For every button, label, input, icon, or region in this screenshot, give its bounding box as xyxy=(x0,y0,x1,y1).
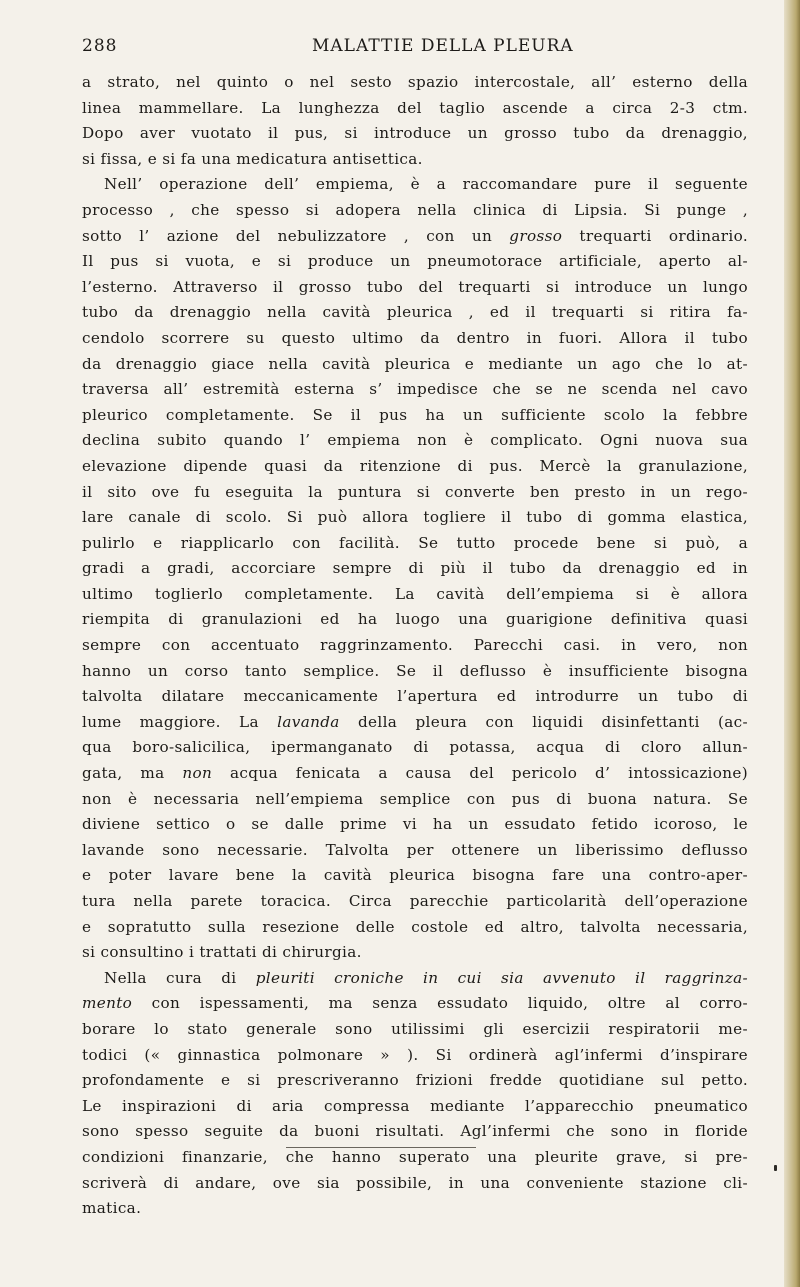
text-line xyxy=(82,454,748,480)
text-segment: l’esterno. Attraverso il grosso tubo del trequarti si introduce un lungo xyxy=(82,277,748,296)
text-segment: acqua fenicata a causa del pericolo d’ intossicazione) xyxy=(212,764,748,783)
italic-text: pleuriti croniche in cui sia avvenuto il raggrinza- xyxy=(255,968,748,987)
text-line xyxy=(82,838,748,864)
text-segment: trequarti ordinario. xyxy=(562,226,748,245)
text-segment: Le inspirazioni di aria compressa mediante l’apparecchio pneumatico xyxy=(82,1096,748,1115)
text-segment: gradi a gradi, accorciare sempre di più il tubo da drenaggio ed in xyxy=(82,559,748,578)
text-segment: Nella cura di xyxy=(104,968,256,987)
text-segment: sotto l’ azione del nebulizzatore , con un xyxy=(82,226,510,245)
text-segment: sono spesso seguite da buoni risultati. Agl’infermi che sono in floride xyxy=(82,1122,748,1141)
text-line xyxy=(82,352,748,378)
text-line xyxy=(82,172,748,198)
text-segment: processo , che spesso si adopera nella clinica di Lipsia. Si punge , xyxy=(82,200,748,219)
text-segment: lavande sono necessarie. Talvolta per ottenere un liberissimo deflusso xyxy=(82,840,748,859)
page-number: 288 xyxy=(82,36,118,56)
text-segment: tura nella parete toracica. Circa parecchie particolarità dell’operazione xyxy=(82,892,748,910)
text-line xyxy=(82,787,748,813)
ink-speck xyxy=(774,1165,777,1171)
text-line xyxy=(82,147,748,173)
text-segment: scriverà di andare, ove sia possibile, in una conveniente stazione cli- xyxy=(82,1173,748,1192)
text-segment: con ispessamenti, ma senza essudato liquido, oltre al corro- xyxy=(132,994,748,1013)
text-line xyxy=(82,761,748,787)
text-line xyxy=(82,70,748,96)
text-line xyxy=(82,300,748,326)
text-line xyxy=(82,1171,748,1197)
text-line xyxy=(82,659,748,685)
text-line xyxy=(82,991,748,1017)
text-segment: a strato, nel quinto o nel sesto spazio intercostale, all’ esterno della xyxy=(82,73,748,91)
text-segment: sempre con accentuato raggrinzamento. Parecchi casi. in vero, non xyxy=(82,636,748,655)
text-line xyxy=(82,889,748,915)
text-segment: pulirlo e riapplicarlo con facilità. Se tutto procede bene si può, a xyxy=(82,533,748,552)
text-segment: si fissa, e si fa una medicatura antisettica. xyxy=(82,149,423,168)
text-segment: della pleura con liquidi disinfettanti (ac- xyxy=(339,712,748,731)
text-segment: e sopratutto sulla resezione delle costole ed altro, talvolta necessaria, xyxy=(82,917,748,936)
text-line xyxy=(82,915,748,941)
text-line xyxy=(82,198,748,224)
text-line xyxy=(82,684,748,710)
text-line xyxy=(82,326,748,352)
italic-text: non xyxy=(182,764,213,783)
text-segment: lare canale di scolo. Si può allora togliere il tubo di gomma elastica, xyxy=(82,508,748,527)
text-line xyxy=(82,735,748,761)
running-title: MALATTIE DELLA PLEURA xyxy=(312,36,574,56)
text-line xyxy=(82,428,748,454)
text-line xyxy=(82,1145,748,1171)
text-line xyxy=(82,403,748,429)
separator-rule xyxy=(286,1147,476,1148)
text-line xyxy=(82,966,748,992)
text-segment: da drenaggio giace nella cavità pleurica e mediante un ago che lo at- xyxy=(82,354,748,373)
text-segment: cendolo scorrere su questo ultimo da dentro in fuori. Allora il tubo xyxy=(82,328,748,347)
text-line xyxy=(82,377,748,403)
text-segment: hanno un corso tanto semplice. Se il deflusso è insufficiente bisogna xyxy=(82,661,748,680)
text-segment: diviene settico o se dalle prime vi ha un essudato fetido icoroso, le xyxy=(82,815,748,834)
text-line xyxy=(82,1119,748,1145)
text-segment: todici (« ginnastica polmonare » ). Si ordinerà agl’infermi d’inspirare xyxy=(82,1045,748,1064)
text-segment: Dopo aver vuotato il pus, si introduce un grosso tubo da drenaggio, xyxy=(82,124,748,143)
text-line xyxy=(82,556,748,582)
text-line xyxy=(82,1043,748,1069)
text-segment: qua boro-salicilica, ipermanganato di potassa, acqua di cloro allun- xyxy=(82,738,748,757)
text-line xyxy=(82,607,748,633)
italic-text: grosso xyxy=(509,226,563,245)
text-segment: lume maggiore. La xyxy=(82,712,278,731)
text-line xyxy=(82,275,748,301)
page-header xyxy=(82,36,742,64)
text-segment: il sito ove fu eseguita la puntura si converte ben presto in un rego- xyxy=(82,482,748,501)
text-segment: Nell’ operazione dell’ empiema, è a raccomandare pure il seguente xyxy=(104,175,748,194)
text-segment: linea mammellare. La lunghezza del taglio ascende a circa 2-3 ctm. xyxy=(82,98,748,117)
text-segment: e poter lavare bene la cavità pleurica bisogna fare una contro-aper- xyxy=(82,866,748,885)
text-line xyxy=(82,633,748,659)
italic-text: lavanda xyxy=(277,712,340,731)
text-segment: elevazione dipende quasi da ritenzione di pus. Mercè la granulazione, xyxy=(82,456,748,475)
text-segment: ultimo toglierlo completamente. La cavità dell’empiema si è allora xyxy=(82,584,748,603)
text-line xyxy=(82,224,748,250)
text-line xyxy=(82,940,748,966)
text-segment: condizioni finanzarie, che hanno superato una pleurite grave, si pre- xyxy=(82,1147,748,1166)
text-line xyxy=(82,863,748,889)
text-line xyxy=(82,1017,748,1043)
text-segment: riempita di granulazioni ed ha luogo una guarigione definitiva quasi xyxy=(82,610,748,629)
text-segment: tubo da drenaggio nella cavità pleurica , ed il trequarti si ritira fa- xyxy=(82,303,748,322)
text-segment: matica. xyxy=(82,1199,142,1218)
text-line xyxy=(82,1094,748,1120)
text-line xyxy=(82,1068,748,1094)
text-line xyxy=(82,249,748,275)
text-line xyxy=(82,1196,748,1222)
text-line xyxy=(82,505,748,531)
page-edge-binding xyxy=(784,0,800,1287)
text-segment: borare lo stato generale sono utilissimi gli esercizii respiratorii me- xyxy=(82,1019,748,1038)
text-line xyxy=(82,531,748,557)
text-segment: pleurico completamente. Se il pus ha un sufficiente scolo la febbre xyxy=(82,405,748,424)
text-line xyxy=(82,480,748,506)
text-segment: si consultino i trattati di chirurgia. xyxy=(82,943,362,962)
text-segment: Il pus si vuota, e si produce un pneumotorace artificiale, aperto al- xyxy=(82,252,748,271)
text-segment: gata, ma xyxy=(82,764,183,783)
text-line xyxy=(82,710,748,736)
text-segment: traversa all’ estremità esterna s’ impedisce che se ne scenda nel cavo xyxy=(82,380,748,399)
text-segment: talvolta dilatare meccanicamente l’apertura ed introdurre un tubo di xyxy=(82,687,748,706)
text-line xyxy=(82,812,748,838)
text-segment: non è necessaria nell’empiema semplice con pus di buona natura. Se xyxy=(82,789,748,808)
text-segment: profondamente e si prescriveranno frizioni fredde quotidiane sul petto. xyxy=(82,1071,748,1090)
text-segment: declina subito quando l’ empiema non è complicato. Ogni nuova sua xyxy=(82,431,748,450)
text-line xyxy=(82,96,748,122)
italic-text: mento xyxy=(82,994,133,1013)
text-line xyxy=(82,582,748,608)
text-line xyxy=(82,121,748,147)
body-text xyxy=(82,70,748,1222)
